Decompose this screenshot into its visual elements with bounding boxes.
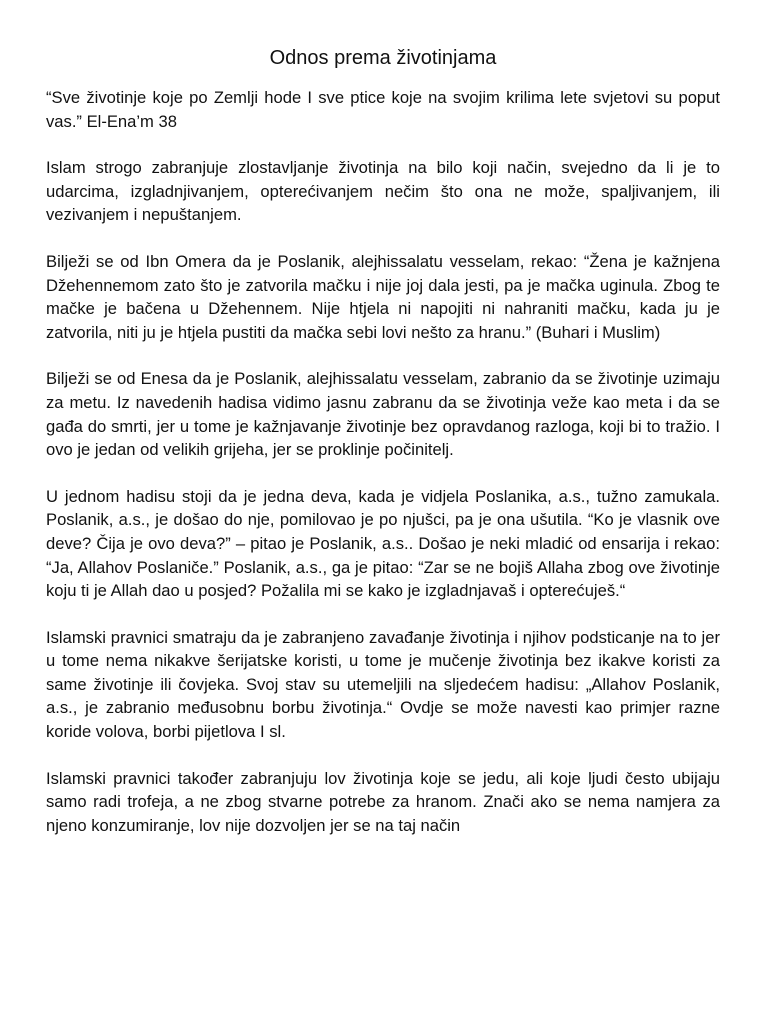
paragraph-ibn-omer-hadith: Bilježi se od Ibn Omera da je Poslanik, alejhissalatu vesselam, rekao: “Žena je kažnjena Džehennemom zato što je zatvorila mačku i nije joj dala jesti, pa je mačka uginula. Zbog te mačke je bačena u Džehennem. Nije htjela ni napojiti ni nahraniti mačku, kada ju je zatvorila, niti ju je htjela pustiti da mačka sebi lovi nešto za hranu.” (Buhari i Muslim) [46,251,720,342]
page-title: Odnos prema životinjama [269,47,497,69]
paragraph-prohibition: Islam strogo zabranjuje zlostavljanje životinja na bilo koji način, svejedno da li je to udarcima, izgladnjivanjem, opterećivanjem nečim što ona ne može, spaljivanjem, ili vezivanjem i nepuštanjem. [46,158,720,225]
paragraph-enes-hadith: Bilježi se od Enesa da je Poslanik, alejhissalatu vesselam, zabranio da se životinje uzimaju za metu. Iz navedenih hadisa vidimo jasnu zabranu da se životinja veže kao meta i da se gađa do smrti, jer u tome je kažnjavanje životinje bez opravdanog razloga, koji bi to tražio. I ovo je jedan od velikih grijeha, jer se proklinje počinitelj. [46,369,720,460]
paragraph-hunting: Islamski pravnici također zabranjuju lov životinja koje se jedu, ali koje ljudi često ubijaju samo radi trofeja, a ne zbog stvarne potrebe za hranom. Znači ako se nema namjera za njeno konzumiranje, lov nije dozvoljen jer se na taj način [46,768,720,835]
paragraph-quote: “Sve životinje koje po Zemlji hode I sve ptice koje na svojim krilima lete svjetovi su poput vas.” El-Ena’m 38 [46,88,720,131]
paragraph-animal-fighting: Islamski pravnici smatraju da je zabranjeno zavađanje životinja i njihov podsticanje na to jer u tome nema nikakve šerijatske koristi, u tome je mučenje životinja bez ikakve koristi za same životinje ili čovjeka. Svoj stav su utemeljili na sljedećem hadisu: „Allahov Poslanik, a.s., je zabranio međusobnu borbu životinja.“ Ovdje se može navesti kao primjer razne koride volova, borbi pijetlova I sl. [46,627,720,742]
paragraph-camel-hadith: U jednom hadisu stoji da je jedna deva, kada je vidjela Poslanika, a.s., tužno zamukala. Poslanik, a.s., je došao do nje, pomilovao je po njušci, pa je ona ušutila. “Ko je vlasnik ove deve? Čija je ovo deva?” – pitao je Poslanik, a.s.. Došao je neki mladić od ensarija i rekao: “Ja, Allahov Poslaniče.” Poslanik, a.s., ga je pitao: “Zar se ne bojiš Allaha zbog ove životinje koju ti je Allah dao u posjed? Požalila mi se kako je izgladnjavaš i opterećuješ.“ [46,486,720,601]
document-page [46,44,720,860]
